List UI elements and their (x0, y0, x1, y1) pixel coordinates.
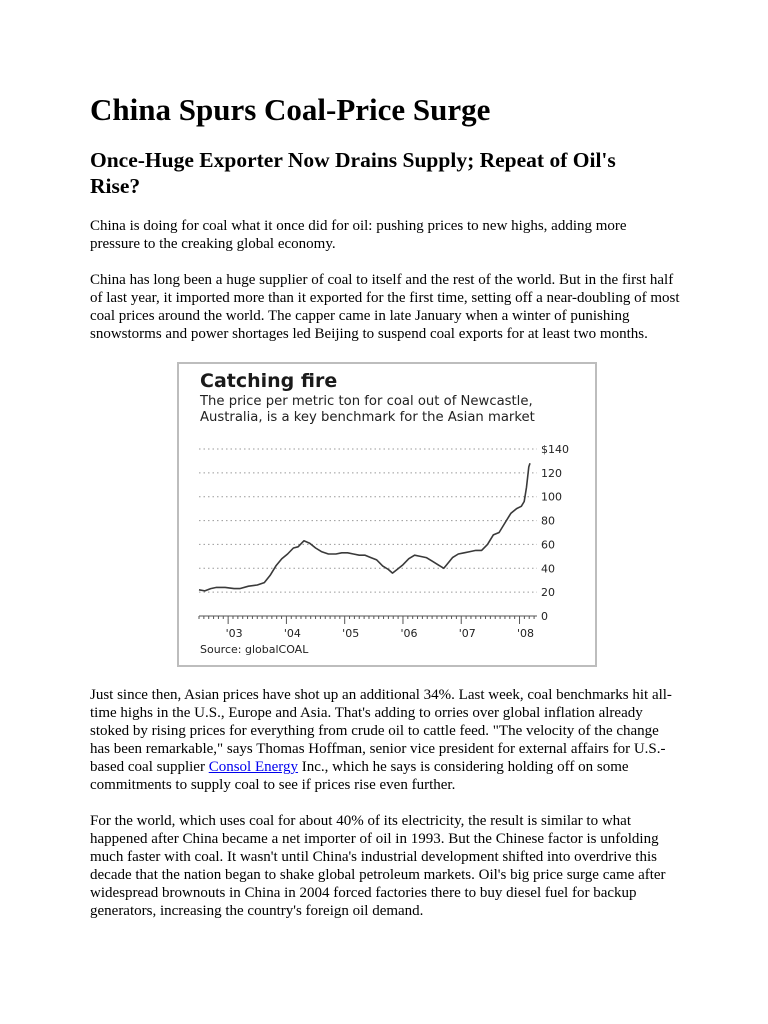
chart-subtitle: The price per metric ton for coal out of Newcastle, Australia, is a key benchmark for the Asian market (200, 394, 535, 425)
paragraph-1: China is doing for coal what it once did for oil: pushing prices to new highs, adding more pressure to the creaking global economy. (90, 218, 627, 252)
chart-source: Source: globalCOAL (200, 643, 309, 656)
y-tick-label: $140 (541, 443, 569, 456)
paragraph-4: For the world, which uses coal for about 40% of its electricity, the result is similar to what happened after China became a net importer of oil in 1993. But the Chinese factor is unfolding much faster with coal. It wasn't until China's industrial development shifted into overdrive this decade that the nation began to shake global petroleum markets. Oil's big price surge came after widespread brownouts in China in 2004 forced factories there to buy diesel fuel for backup generators, increasing the country's foreign oil demand. (90, 813, 666, 919)
y-tick-label: 120 (541, 466, 562, 480)
x-tick-label: '06 (400, 627, 418, 640)
y-tick-label: 80 (541, 514, 555, 528)
paragraph-3-text-start: Just since then, Asian prices have shot up an additional 34%. Last week, coal benchmarks hit all-time highs in the U.S., Europe and Asia. That's adding to orries over global inflation already stoked by rising prices for everything from crude oil to cattle feed. "The velocity of the change has been remarkable," says Thomas Hoffman, senior vice president for external affairs for U.S.-based coal supplier (90, 687, 672, 775)
y-tick-label: 60 (541, 538, 555, 552)
coal-price-chart (179, 364, 595, 665)
x-tick-label: '05 (342, 627, 360, 640)
article-headline: China Spurs Coal-Price Surge (90, 92, 491, 127)
x-tick-label: '08 (517, 627, 535, 640)
y-tick-label: 40 (541, 562, 555, 576)
consol-energy-link[interactable]: Consol Energy (208, 759, 299, 775)
chart-figure (177, 362, 597, 667)
paragraph-3 (90, 686, 680, 794)
paragraph-2: China has long been a huge supplier of coal to itself and the rest of the world. But in the first half of last year, it imported more than it exported for the first time, setting off a near-doubling of most coal prices around the world. The capper came in late January when a winter of punishing snowstorms and power shortages led Beijing to suspend coal exports for at least two months. (90, 272, 680, 342)
chart-title: Catching fire (200, 370, 338, 392)
x-tick-label: '07 (458, 627, 476, 640)
paragraph-3-text-end: Inc., which he says is considering holding off on some commitments to supply coal to see if prices rise even further. (90, 759, 629, 793)
y-tick-label: 20 (541, 586, 555, 600)
x-tick-label: '04 (283, 627, 301, 640)
price-series-line (199, 463, 530, 591)
y-tick-label: 100 (541, 490, 562, 504)
x-tick-label: '03 (225, 627, 243, 640)
article-subheadline: Once-Huge Exporter Now Drains Supply; Repeat of Oil's Rise? (90, 148, 616, 198)
y-tick-label: 0 (541, 610, 548, 623)
